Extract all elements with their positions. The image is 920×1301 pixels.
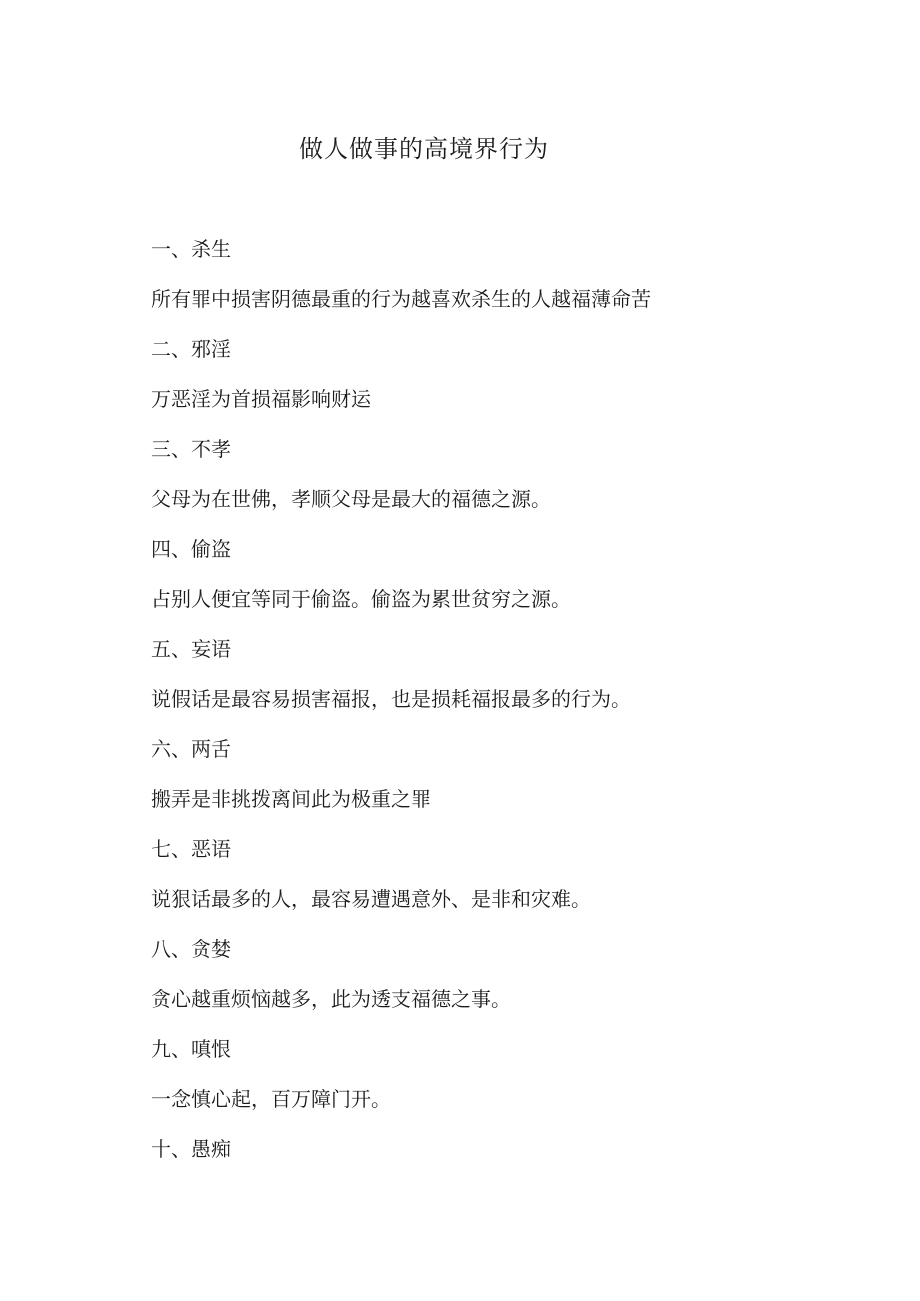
- paragraph-5: 说假话是最容易损害福报，也是损耗福报最多的行为。: [151, 687, 631, 711]
- heading-4: 四、偷盗: [151, 537, 231, 561]
- paragraph-1: 所有罪中损害阴德最重的行为越喜欢杀生的人越福薄命苦: [151, 287, 651, 311]
- paragraph-2: 万恶淫为首损福影响财运: [151, 387, 371, 411]
- heading-3: 三、不孝: [151, 437, 231, 461]
- heading-6: 六、两舌: [151, 737, 231, 761]
- paragraph-3: 父母为在世佛，孝顺父母是最大的福德之源。: [151, 487, 551, 511]
- document-title: 做人做事的高境界行为: [299, 135, 549, 163]
- paragraph-4: 占别人便宜等同于偷盗。偷盗为累世贫穷之源。: [151, 587, 571, 611]
- heading-7: 七、恶语: [151, 837, 231, 861]
- paragraph-6: 搬弄是非挑拨离间此为极重之罪: [151, 787, 431, 811]
- heading-1: 一、杀生: [151, 237, 231, 261]
- paragraph-9: 一念慎心起，百万障门开。: [151, 1087, 391, 1111]
- heading-8: 八、贪婪: [151, 937, 231, 961]
- heading-2: 二、邪淫: [151, 337, 231, 361]
- heading-9: 九、嗔恨: [151, 1037, 231, 1061]
- paragraph-7: 说狠话最多的人，最容易遭遇意外、是非和灾难。: [151, 887, 591, 911]
- document-body: [151, 231, 851, 1181]
- heading-5: 五、妄语: [151, 637, 231, 661]
- heading-10: 十、愚痴: [151, 1137, 231, 1161]
- paragraph-8: 贪心越重烦恼越多，此为透支福德之事。: [151, 987, 511, 1011]
